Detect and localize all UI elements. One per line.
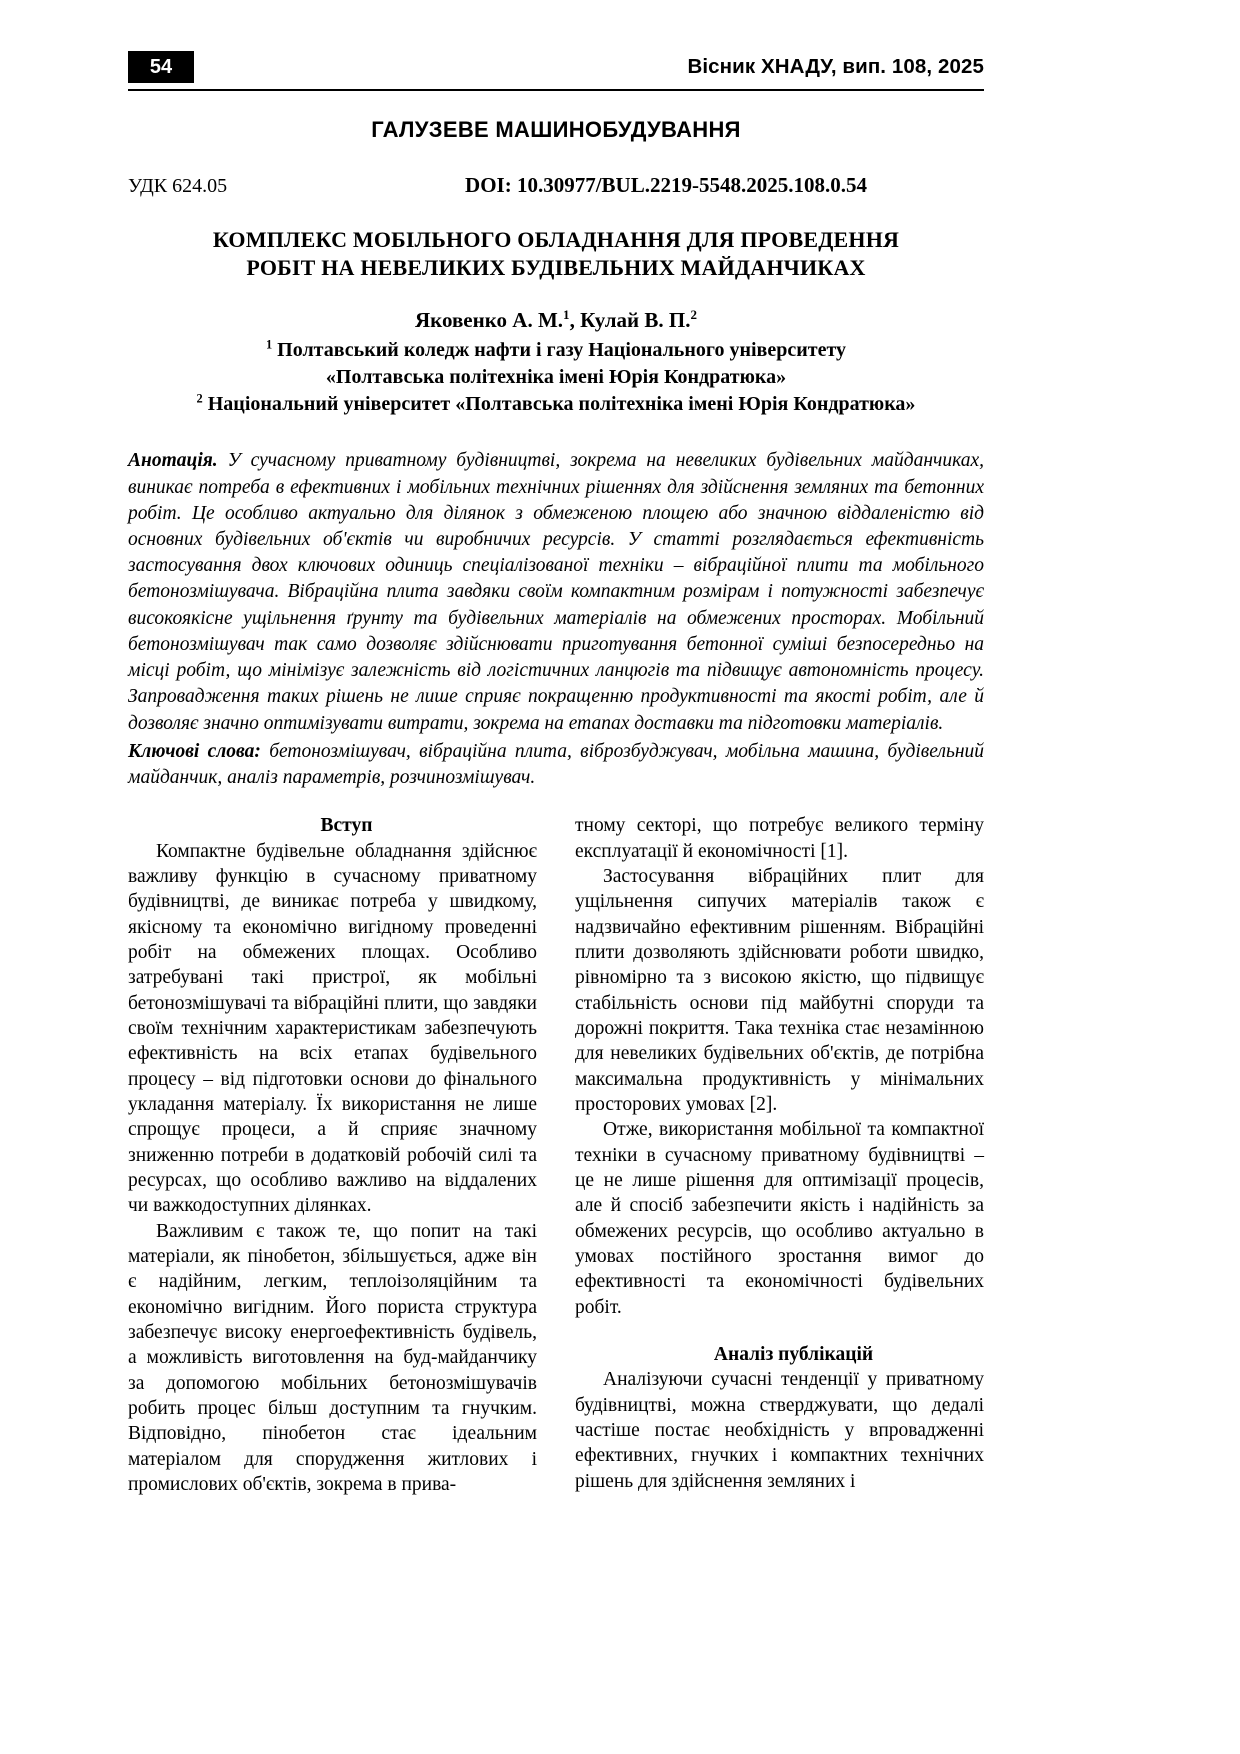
author-two: , Кулай В. П. (569, 308, 691, 333)
abstract-label: Анотація. (128, 450, 218, 472)
section-title: ГАЛУЗЕВЕ МАШИНОБУДУВАННЯ (371, 117, 741, 142)
page-content (128, 50, 984, 1497)
meta-row (128, 173, 984, 198)
abstract (128, 448, 984, 736)
left-column-heading: Вступ (320, 815, 373, 837)
keywords (128, 739, 984, 791)
affiliation-one-line-one (128, 337, 984, 364)
left-column-paragraph-1: Компактне будівельне обладнання здійснює важливу функцію в сучасному приватному будівництві, де виникає потреба у швидкому, якісному та економічно вигідному проведенні робіт на обмежених площах. Особливо затребувані такі пристрої, як мобільні бетонозмішувачі та вібраційні плити, що завдяки своїм технічним характеристикам забезпечують ефективність на всіх етапах будівельного процесу – від підготовки основи до фінального укладання матеріалу. Їх використання не лише спрощує процеси, а й сприяє значному зниженню потреби в додатковій робочій силі та ресурсах, що особливо важливо на віддалених чи важкодоступних ділянках. (128, 840, 537, 1217)
right-column-paragraph-2: Застосування вібраційних плит для ущільнення сипучих матеріалів також є надзвичайно ефективним рішенням. Вібраційні плити дозволяють здійснювати роботи швидко, рівномірно та з високою якістю, що підвищує стабільність основи під майбутні споруди та дорожні покриття. Така техніка стає незамінною для невеликих будівельних об'єктів, де потрібна максимальна продуктивність у мінімальних просторових умовах [2]. (575, 865, 984, 1115)
author-two-affiliation-marker: 2 (690, 307, 697, 323)
article-title (128, 226, 984, 282)
keywords-label: Ключові слова: (128, 740, 261, 762)
article-title-line-2: РОБІТ НА НЕВЕЛИКИХ БУДІВЕЛЬНИХ МАЙДАНЧИКАХ (246, 255, 866, 281)
body-columns (128, 813, 984, 1497)
header-divider (128, 89, 984, 91)
affiliation-two-text: Національний університет «Полтавська політехніка імені Юрія Кондратюка» (202, 393, 916, 416)
article-title-line-1: КОМПЛЕКС МОБІЛЬНОГО ОБЛАДНАННЯ ДЛЯ ПРОВЕДЕННЯ (212, 227, 900, 252)
author-list (128, 308, 984, 333)
affiliation-two-marker: 2 (196, 391, 203, 406)
right-column-paragraph-1: тному секторі, що потребує великого терміну експлуатації й економічності [1]. (575, 815, 984, 862)
running-header (128, 50, 984, 84)
doi-link[interactable]: DOI: 10.30977/BUL.2219-5548.2025.108.0.54 (465, 173, 867, 197)
right-column-paragraph-3: Отже, використання мобільної та компактної техніки в сучасному приватному будівництві – це не лише рішення для оптимізації процесів, але й спосіб забезпечити якість і надійність за обмежених ресурсів, що особливо актуально в умовах постійного зростання вимог до ефективності та економічності будівельних робіт. (575, 1119, 984, 1318)
right-column-paragraph-4: Аналізуючи сучасні тенденції у приватному будівництві, можна стверджувати, що дедалі частіше постає необхідність у впровадженні ефективних, гнучких і компактних технічних рішень для здійснення земляних і (575, 1369, 984, 1492)
udc-code: УДК 624.05 (128, 175, 228, 197)
keywords-text: бетонозмішувач, вібраційна плита, віброзбуджувач, мобільна машина, будівельний майданчик, аналіз параметрів, розчинозмішувач. (128, 740, 984, 788)
affiliation-two-line (128, 391, 984, 418)
affiliation-one-line-two: «Полтавська політехніка імені Юрія Кондратюка» (325, 366, 787, 389)
affiliation-list (128, 337, 984, 418)
abstract-text: У сучасному приватному будівництві, зокрема на невеликих будівельних майданчиках, виникає потреба в ефективних і мобільних технічних рішеннях для здійснення земляних та бетонних робіт. Це особливо актуально для ділянок з обмеженою площею або значною віддаленістю від основних будівельних об'єктів чи виробничих ресурсів. У статті розглядається ефективність застосування двох ключових одиниць спеціалізованої техніки – вібраційної плити та мобільного бетонозмішувача. Вібраційна плита завдяки своїм компактним розмірам і потужності забезпечує високоякісне ущільнення ґрунту та будівельних матеріалів на обмежених просторах. Мобільний бетонозмішувач так само дозволяє здійснювати приготування бетонної суміші безпосередньо на місці робіт, що мінімізує залежність від логістичних ланцюгів та підвищує автономність процесу. Запровадження таких рішень не лише сприяє покращенню продуктивності та якості робіт, але й дозволяє значно оптимізувати витрати, зокрема на етапах доставки та підготовки матеріалів. (128, 450, 984, 734)
left-column-paragraph-2: Важливим є також те, що попит на такі матеріали, як пінобетон, збільшується, адже він є надійним, легким, теплоізоляційним та економічно вигідним. Його пориста структура забезпечує високу енергоефективність будівель, а можливість виготовлення на буд-майданчику за допомогою мобільних бетонозмішувачів робить процес більш доступним та гнучким. Відповідно, пінобетон стає ідеальним матеріалом для спорудження житлових і промислових об'єктів, зокрема в прива- (128, 1220, 537, 1496)
affiliation-one-text: Полтавський коледж нафти і газу Національного університету (272, 339, 847, 362)
page-number: 54 (128, 51, 194, 83)
right-column (575, 813, 984, 1497)
left-column (128, 813, 537, 1497)
affiliation-one-marker: 1 (265, 337, 273, 352)
right-column-heading: Аналіз публікацій (713, 1344, 874, 1366)
author-one-affiliation-marker: 1 (563, 307, 570, 323)
author-one: Яковенко А. М. (415, 308, 564, 333)
journal-reference: Вісник ХНАДУ, вип. 108, 2025 (687, 55, 984, 78)
